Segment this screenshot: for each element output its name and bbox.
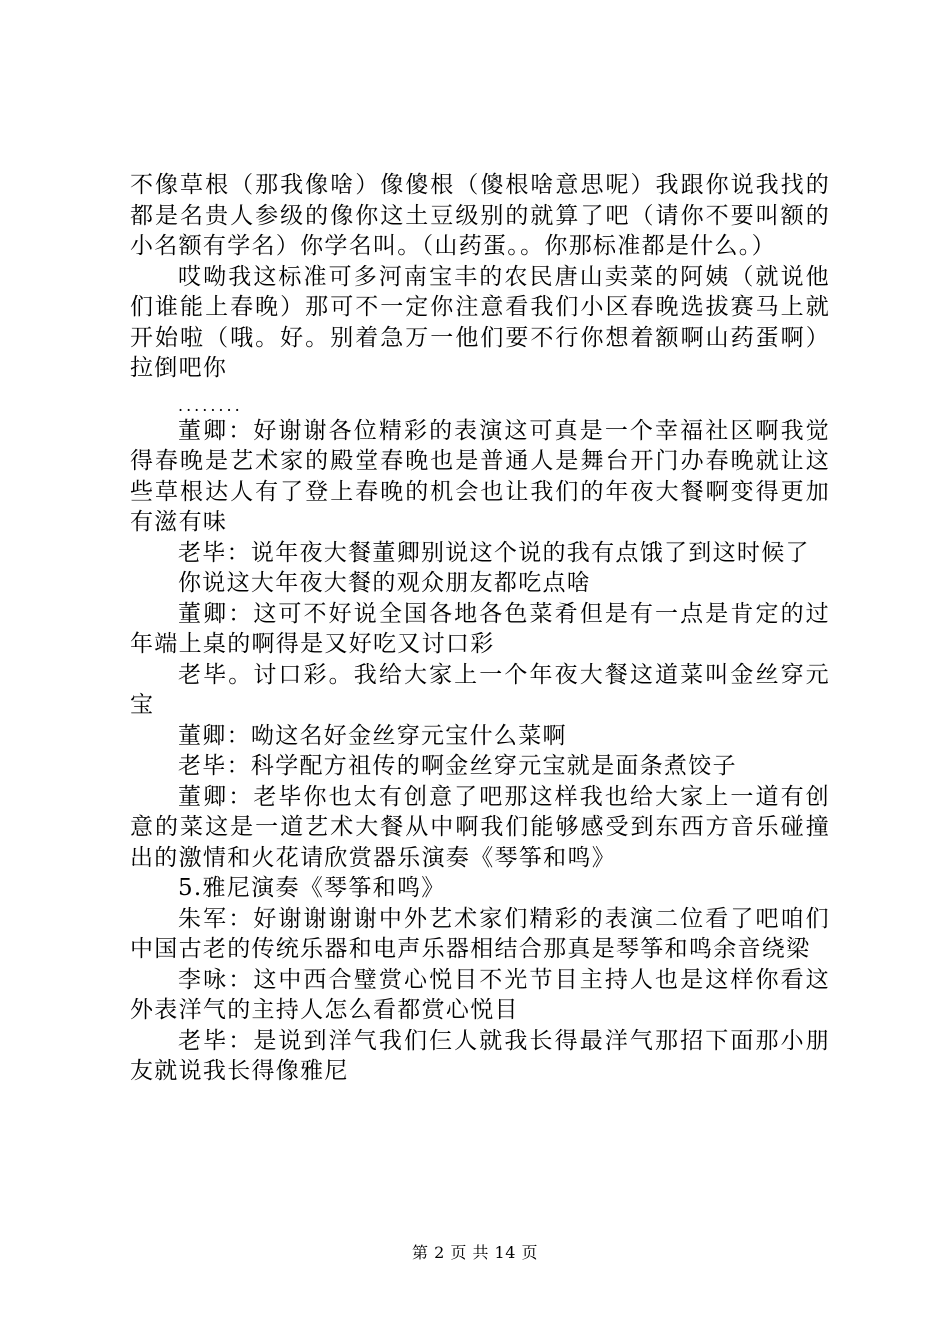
paragraph-2: 哎呦我这标准可多河南宝丰的农民唐山卖菜的阿姨（就说他们谁能上春晚）那可不一定你注意看我们小区春晚选拔赛马上就开始啦（哦。好。别着急万一他们要不行你想着额啊山药蛋啊）拉倒吧你 bbox=[130, 263, 830, 381]
paragraph-laobi-2: 老毕。讨口彩。我给大家上一个年夜大餐这道菜叫金丝穿元宝 bbox=[130, 661, 830, 718]
paragraph-dongqing-2: 董卿：这可不好说全国各地各色菜肴但是有一点是肯定的过年端上桌的啊得是又好吃又讨口彩 bbox=[130, 600, 830, 657]
document-body bbox=[130, 170, 830, 1087]
paragraph-liyong: 李咏：这中西合璧赏心悦目不光节目主持人也是这样你看这外表洋气的主持人怎么看都赏心悦目 bbox=[130, 966, 830, 1023]
ellipsis-line: ........ bbox=[178, 395, 243, 415]
paragraph-dongqing-4: 董卿：老毕你也太有创意了吧那这样我也给大家上一道有创意的菜这是一道艺术大餐从中啊我们能够感受到东西方音乐碰撞出的激情和火花请欣赏器乐演奏《琴筝和鸣》 bbox=[130, 783, 830, 871]
paragraph-laobi-4: 老毕：是说到洋气我们仨人就我长得最洋气那招下面那小朋友就说我长得像雅尼 bbox=[130, 1027, 830, 1084]
paragraph-dongqing-3: 董卿：呦这名好金丝穿元宝什么菜啊 bbox=[178, 722, 567, 749]
paragraph-dongqing-1: 董卿：好谢谢各位精彩的表演这可真是一个幸福社区啊我觉得春晚是艺术家的殿堂春晚也是普通人是舞台开门办春晚就让这些草根达人有了登上春晚的机会也让我们的年夜大餐啊变得更加有滋有味 bbox=[130, 417, 830, 535]
paragraph-question: 你说这大年夜大餐的观众朋友都吃点啥 bbox=[178, 570, 592, 596]
page-number-footer: 第 2 页 共 14 页 bbox=[412, 1243, 538, 1262]
paragraph-1: 不像草根（那我像啥）像傻根（傻根啥意思呢）我跟你说我找的都是名贵人参级的像你这土豆级别的就算了吧（请你不要叫额的小名额有学名）你学名叫。（山药蛋。。你那标准都是什么。） bbox=[130, 172, 830, 259]
paragraph-program-5: 5.雅尼演奏《琴筝和鸣》 bbox=[178, 875, 446, 901]
paragraph-laobi-3: 老毕：科学配方祖传的啊金丝穿元宝就是面条煮饺子 bbox=[178, 753, 737, 779]
paragraph-laobi-1: 老毕：说年夜大餐董卿别说这个说的我有点饿了到这时候了 bbox=[178, 539, 810, 566]
paragraph-zhujun: 朱军：好谢谢谢谢中外艺术家们精彩的表演二位看了吧咱们中国古老的传统乐器和电声乐器相结合那真是琴筝和鸣余音绕梁 bbox=[130, 905, 830, 962]
